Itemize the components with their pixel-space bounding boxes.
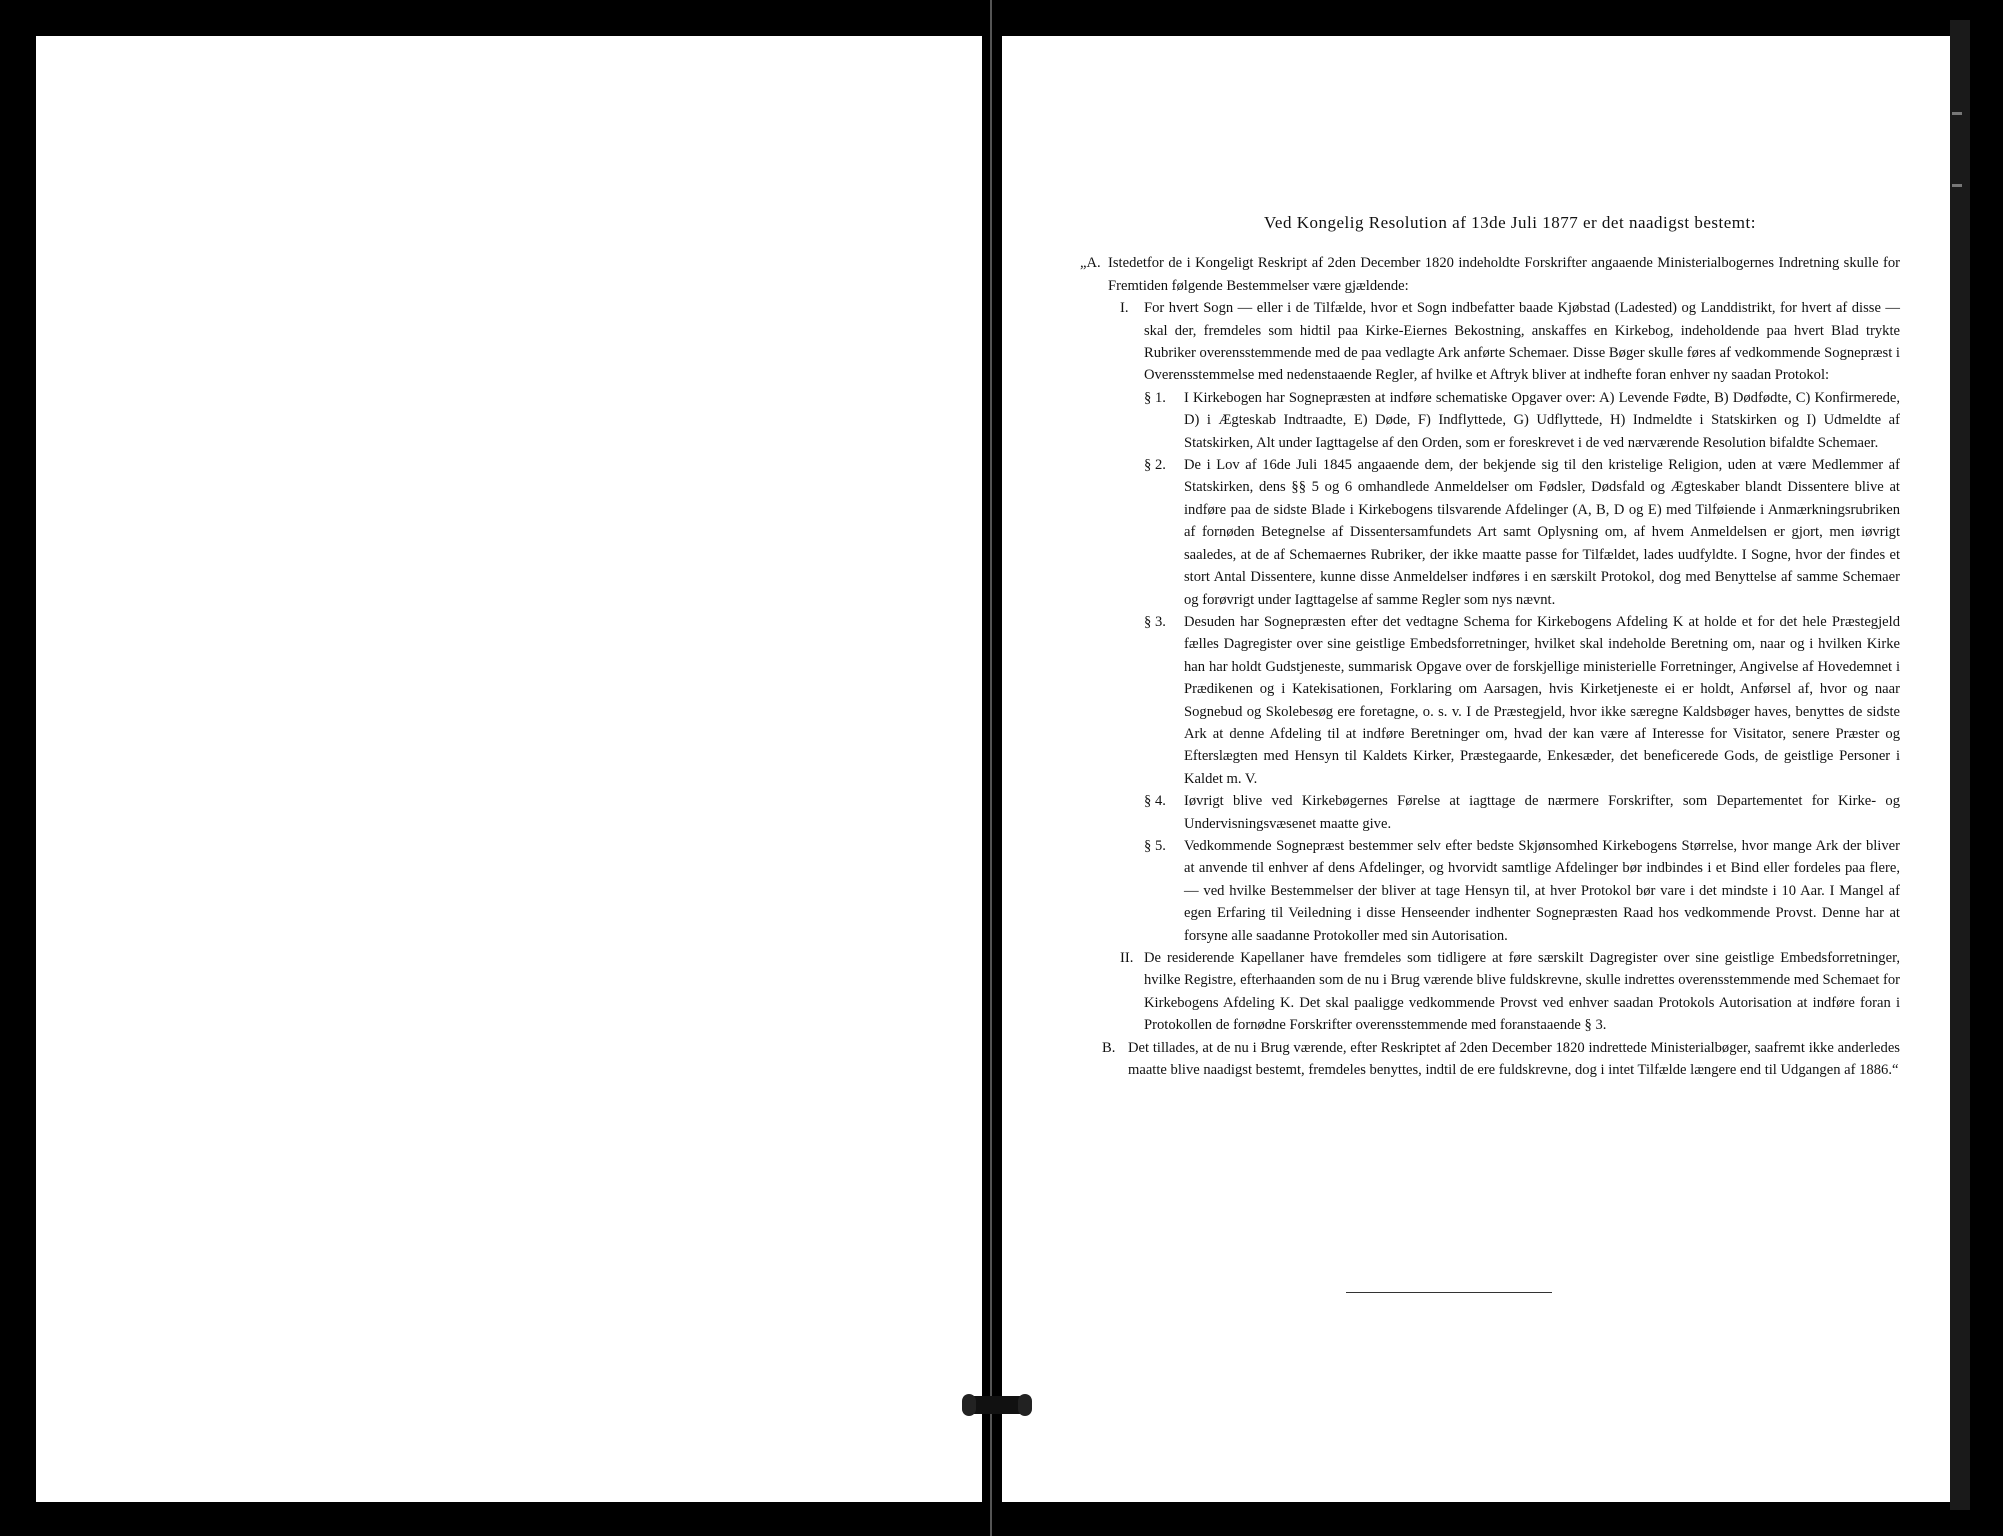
paragraph-label: § 1. [1144,389,1166,406]
paragraph-1 [1080,387,1900,454]
paragraph-3 [1080,611,1900,790]
paragraph-label: § 3. [1144,613,1166,630]
resolution-text [1080,212,1900,1081]
paragraph-label: § 4. [1144,793,1166,810]
page-stack-edge [1950,20,1970,1510]
section-ii-label: II. [1120,950,1134,966]
left-page-blank [36,36,982,1502]
spine-gutter-line [990,0,992,1536]
paragraph-text: I Kirkebogen har Sognepræsten at indføre schematiske Opgaver over: A) Levende Fødte, B) Dødfødte, C) Konfirmerede, D) i Ægteskab Indtraadte, E) Døde, F) Indflyttede, G) Udflyttede, H) Indmeldte i Statskirken og I) Udmeldte af Statskirken, Alt under Iagttagelse af den Orden, som er foreskrevet i de ved nærværende Resolution bifaldte Schemaer. [1184,389,1900,451]
binding-knot-left [962,1394,976,1416]
paragraph-2 [1080,454,1900,611]
section-b-text: Det tillades, at de nu i Brug værende, efter Reskriptet af 2den December 1820 indrettede Ministerialbøger, saafremt ikke anderledes maatte blive naadigst bestemt, fremdeles benyttes, indtil de ere fuldskrevne, dog i intet Tilfælde længere end til Udgangen af 1886.“ [1128,1039,1900,1079]
section-ii-text: De residerende Kapellaner have fremdeles som tidligere at føre særskilt Dagregister over sine geistlige Embedsforretninger, hvilke Registre, efterhaanden som de nu i Brug værende blive fuldskrevne, skulle indrettes overensstemmende med Schemaet for Kirkebogens Afdeling K. Det skal paaligge vedkommende Provst ved enhver saadan Protokols Autorisation at indføre foran i Protokollen de fornødne Forskrifter overensstemmende med foranstaaende § 3. [1144,950,1900,1034]
section-a [1080,252,1900,297]
section-b-label: B. [1102,1039,1116,1056]
binding-knot-right [1018,1394,1032,1416]
section-i-label: I. [1120,300,1129,317]
section-i [1080,297,1900,387]
paragraph-label: § 2. [1144,457,1166,474]
section-a-text: Istedetfor de i Kongeligt Reskript af 2den December 1820 indeholdte Forskrifter angaaende Ministerialbogernes Indretning skulle for Fremtiden følgende Bestemmelser være gjældende: [1108,255,1900,294]
paragraph-text: Iøvrigt blive ved Kirkebøgernes Førelse at iagttage de nærmere Forskrifter, som Departementet for Kirke- og Undervisningsvæsenet maatte give. [1184,793,1900,832]
edge-tab-marker [1952,112,1962,115]
section-a-label: „A. [1080,255,1101,272]
edge-tab-marker [1952,184,1962,187]
paragraph-text: De i Lov af 16de Juli 1845 angaaende dem, der bekjende sig til den kristelige Religion, uden at være Medlemmer af Statskirken, dens §§ 5 og 6 omhandlede Anmeldelser om Fødsler, Dødsfald og Ægteskaber blandt Dissentere blive at indføre paa de sidste Blade i Kirkebogens tilsvarende Afdelinger (A, B, D og E) med Tilføiende i Anmærkningsrubriken af fornøden Betegnelse af Dissentersamfundets Art samt Oplysning om, af hvem Anmeldelsen er gjort, men iøvrigt saaledes, at de af Schemaernes Rubriker, der ikke maatte passe for Tilfældet, lades uudfyldte. I Sogne, hvor der findes et stort Antal Dissentere, kunne disse Anmeldelser indføres i en særskilt Protokol, dog med Benyttelse af samme Schemaer og forøvrigt under Iagttagelse af samme Regler som nys nævnt. [1184,457,1900,608]
document-title: Ved Kongelig Resolution af 13de Juli 1877 er det naadigst bestemt: [1264,213,1756,232]
paragraph-label: § 5. [1144,837,1166,854]
paragraph-4 [1080,790,1900,835]
paragraph-text: Desuden har Sognepræsten efter det vedtagne Schema for Kirkebogens Afdeling K at holde et for det hele Præstegjeld fælles Dagregister over sine geistlige Embedsforretninger, hvilket skal indeholde Beretning om, naar og i hvilken Kirke han har holdt Gudstjeneste, summarisk Opgave over de forskjellige ministerielle Forretninger, Angivelse af Hovedemnet i Prædikenen og i Katekisationen, Forklaring om Aarsagen, hvis Kirketjeneste ei er holdt, Anførsel af, hvor og naar Sognebud og Skolebesøg ere foretagne, o. s. v. I de Præstegjeld, hvor ikke særegne Kaldsbøger haves, benyttes de sidste Ark at denne Afdeling til at indføre Beretninger om, hvad der kan være af Interesse for Visitator, senere Præster og Efterslægten med Hensyn til Kaldets Kirker, Præstegaarde, Enkesæder, det beneficerede Gods, de geistlige Personer i Kaldet m. V. [1184,613,1900,787]
closing-rule [1346,1292,1552,1293]
book-spine [982,0,1002,1536]
paragraph-text: Vedkommende Sognepræst bestemmer selv efter bedste Skjønsomhed Kirkebogens Størrelse, hvor mange Ark der bliver at anvende til enhver af dens Afdelinger, og hvorvidt samtlige Afdelinger bør indbindes i et Bind eller fordeles paa flere, — ved hvilke Bestemmelser der bliver at tage Hensyn til, at hver Protokol bør vare i det mindste i 10 Aar. I Mangel af egen Erfaring til Veiledning i disse Henseender indhenter Sognepræsten Raad hos vedkommende Provst. Denne har at forsyne alle saadanne Protokoller med sin Autorisation. [1184,837,1900,944]
section-i-text: For hvert Sogn — eller i de Tilfælde, hvor et Sogn indbefatter baade Kjøbstad (Ladested) og Landdistrikt, for hvert af disse — skal der, fremdeles som hidtil paa Kirke-Eiernes Bekostning, anskaffes en Kirkebog, indeholdende paa hvert Blad trykte Rubriker overensstemmende med de paa vedlagte Ark anførte Schemaer. Disse Bøger skulle føres af vedkommende Sognepræst i Overensstemmelse med nedenstaaende Regler, af hvilke et Aftryk bliver at indhefte foran enhver ny saadan Protokol: [1144,300,1900,384]
section-ii [1080,947,1900,1037]
section-b [1080,1037,1900,1082]
paragraph-5 [1080,835,1900,947]
